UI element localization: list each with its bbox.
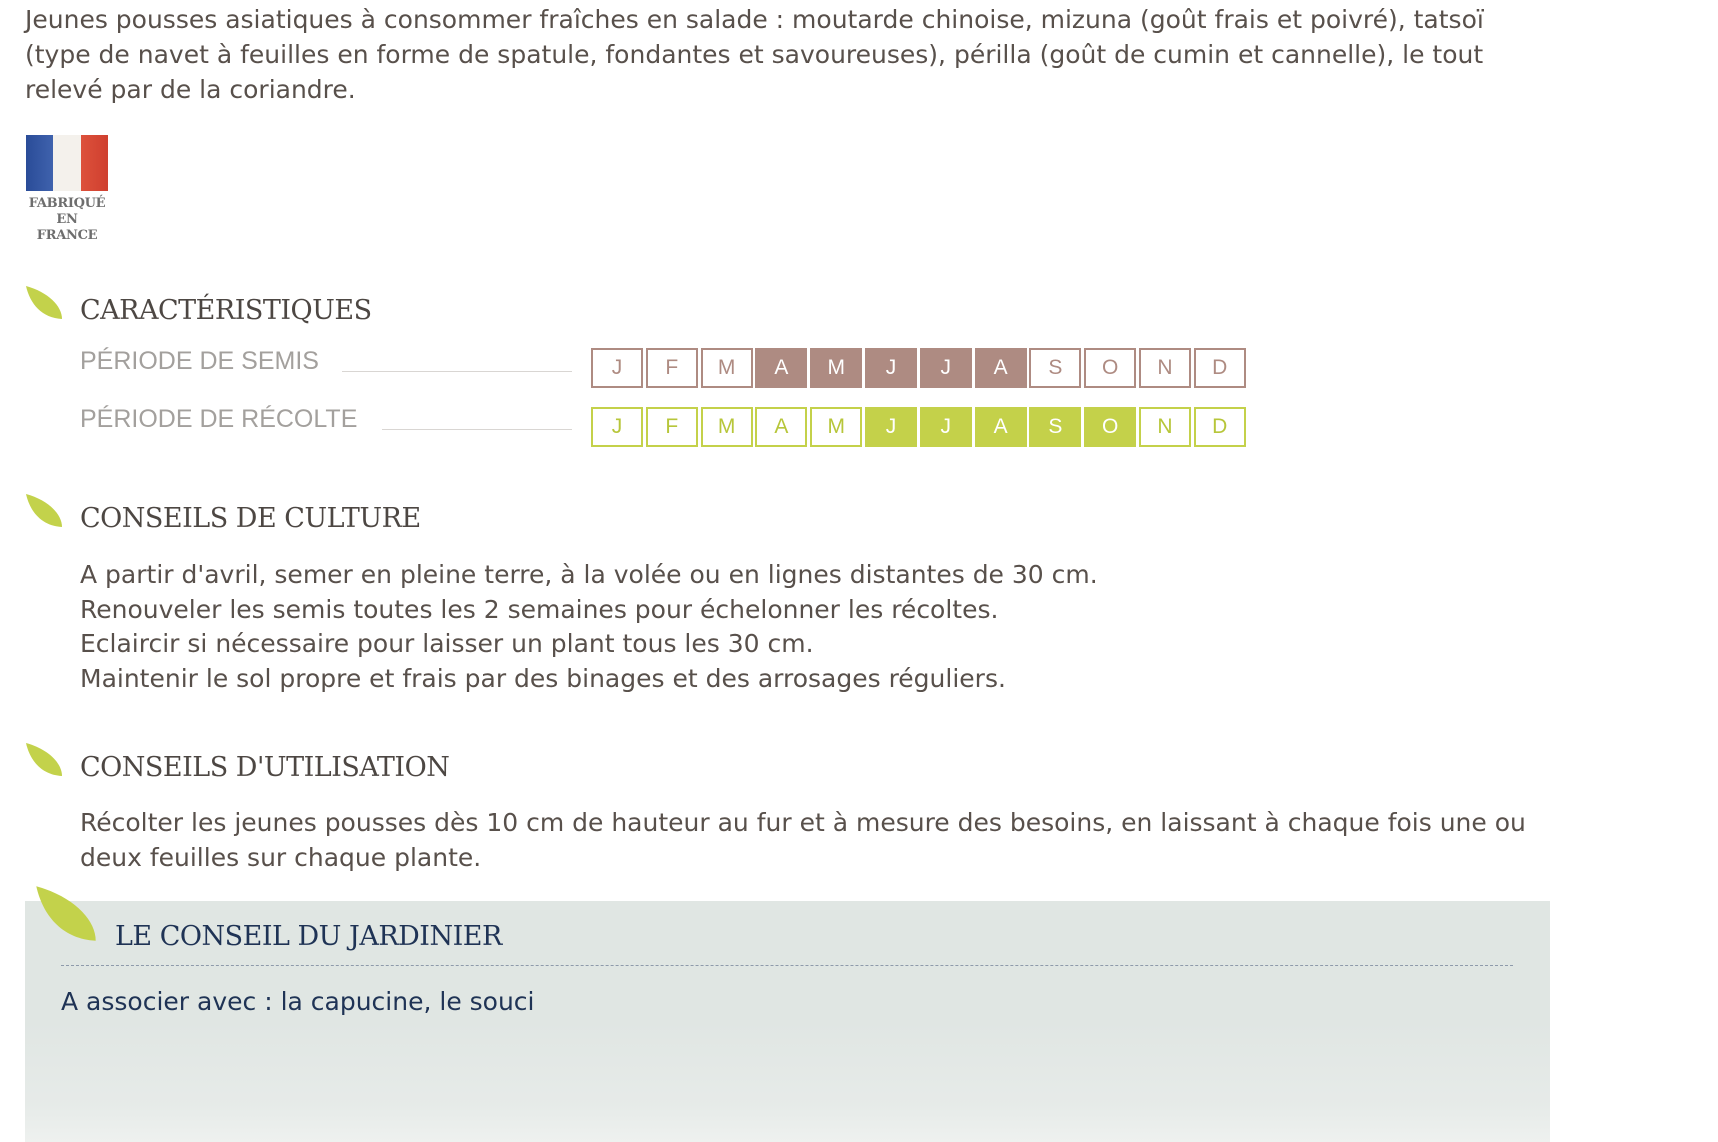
culture-line: A partir d'avril, semer en pleine terre, à la volée ou en lignes distantes de 30 cm.	[80, 560, 1098, 589]
product-description: Jeunes pousses asiatiques à consommer fraîches en salade : moutarde chinoise, mizuna (goût frais et poivré), tatsoï (type de navet à feuilles en forme de spatule, fondantes et savoureuses), périlla (goût de cumin et cannelle), le tout relevé par de la coriandre.	[25, 5, 1484, 104]
semis-month-7: J	[920, 348, 972, 388]
culture-line: Eclaircir si nécessaire pour laisser un plant tous les 30 cm.	[80, 629, 814, 658]
recolte-month-10: O	[1084, 407, 1136, 447]
leaf-icon	[24, 492, 64, 532]
recolte-label: PÉRIODE DE RÉCOLTE	[80, 405, 358, 433]
semis-month-6: J	[865, 348, 917, 388]
semis-divider	[342, 371, 572, 372]
leaf-icon	[24, 741, 64, 781]
culture-text	[80, 558, 1098, 696]
recolte-month-7: J	[920, 407, 972, 447]
recolte-month-12: D	[1194, 407, 1246, 447]
recolte-month-8: A	[975, 407, 1027, 447]
recolte-months	[591, 407, 1246, 447]
semis-month-1: J	[591, 348, 643, 388]
semis-month-8: A	[975, 348, 1027, 388]
culture-line: Maintenir le sol propre et frais par des binages et des arrosages réguliers.	[80, 663, 1006, 693]
semis-month-12: D	[1194, 348, 1246, 388]
recolte-month-2: F	[646, 407, 698, 447]
semis-months	[591, 348, 1246, 388]
french-flag-icon	[26, 135, 108, 191]
semis-month-10: O	[1084, 348, 1136, 388]
tip-text: A associer avec : la capucine, le souci	[61, 987, 535, 1016]
badge-caption	[26, 196, 108, 244]
recolte-month-1: J	[591, 407, 643, 447]
semis-month-3: M	[701, 348, 753, 388]
recolte-month-9: S	[1029, 407, 1081, 447]
semis-label: PÉRIODE DE SEMIS	[80, 347, 319, 375]
recolte-month-11: N	[1139, 407, 1191, 447]
section-title-culture: CONSEILS DE CULTURE	[80, 503, 421, 534]
leaf-icon	[24, 284, 64, 324]
tip-title: LE CONSEIL DU JARDINIER	[115, 921, 502, 952]
recolte-month-4: A	[755, 407, 807, 447]
recolte-month-3: M	[701, 407, 753, 447]
semis-month-5: M	[810, 348, 862, 388]
section-title-caracteristiques: CARACTÉRISTIQUES	[80, 295, 372, 326]
badge-caption-line1: FABRIQUÉ	[28, 196, 106, 211]
recolte-month-5: M	[810, 407, 862, 447]
recolte-divider	[382, 429, 572, 430]
badge-caption-line2: EN FRANCE	[36, 212, 98, 243]
semis-month-2: F	[646, 348, 698, 388]
culture-line: Renouveler les semis toutes les 2 semaines pour échelonner les récoltes.	[80, 594, 999, 624]
utilisation-text: Récolter les jeunes pousses dès 10 cm de hauteur au fur et à mesure des besoins, en laissant à chaque fois une ou deux feuilles sur chaque plante.	[80, 808, 1526, 872]
recolte-month-6: J	[865, 407, 917, 447]
section-title-utilisation: CONSEILS D'UTILISATION	[80, 752, 450, 783]
gardener-tip-box	[25, 901, 1550, 1142]
semis-month-9: S	[1029, 348, 1081, 388]
made-in-france-badge	[26, 135, 108, 243]
semis-month-11: N	[1139, 348, 1191, 388]
semis-month-4: A	[755, 348, 807, 388]
leaf-icon	[33, 883, 99, 949]
tip-divider	[61, 965, 1513, 966]
